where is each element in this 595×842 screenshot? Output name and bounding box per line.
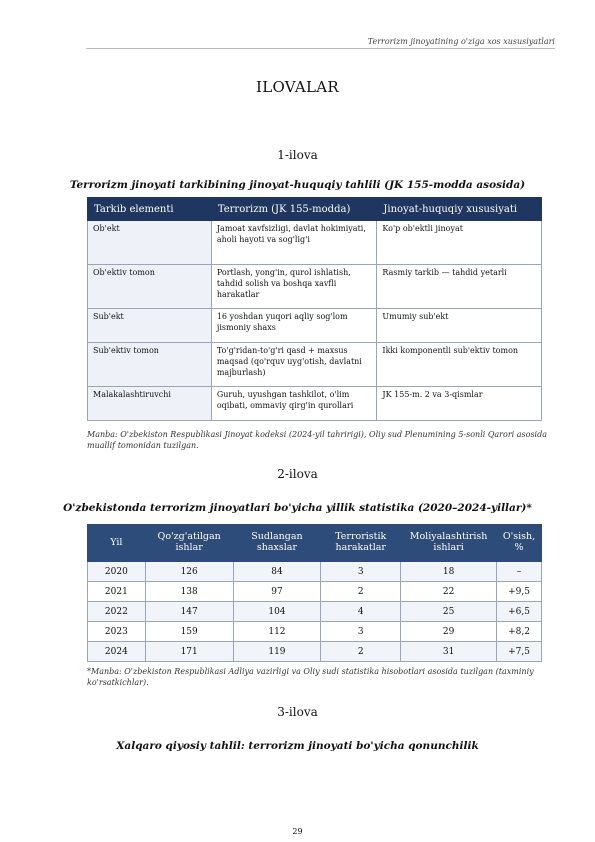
table-row (88, 622, 542, 642)
table-row (88, 642, 542, 662)
table-cell: 25 (401, 602, 497, 622)
table-cell: 3 (321, 562, 401, 582)
table-cell: 2 (321, 582, 401, 602)
table-row (88, 582, 542, 602)
table-cell: 126 (145, 562, 233, 582)
appendix-2-source-note: *Manba: O'zbekiston Respublikasi Adliya vazirligi va Oliy sudi statistika hisobotlari asosida tuzilgan (taxminiy ko'rsatkichlar). (87, 667, 534, 687)
table-cell: Rasmiy tarkib — tahdid yetarli (377, 265, 542, 309)
table-row (88, 309, 542, 343)
appendix-3-caption: Xalqaro qiyosiy tahlil: terrorizm jinoyati bo'yicha qonunchilik (116, 740, 479, 752)
table-row (88, 221, 542, 265)
table-row (88, 343, 542, 387)
page-number: 29 (292, 827, 303, 836)
annual-statistics-table (87, 524, 542, 662)
table-row (88, 265, 542, 309)
table-cell: Sub'ekt (88, 309, 212, 343)
column-header: Terroristik harakatlar (321, 525, 401, 562)
table-cell: Ko'p ob'ektli jinoyat (377, 221, 542, 265)
section-title: ILOVALAR (255, 78, 340, 96)
column-header: Qo'zg'atilgan ishlar (145, 525, 233, 562)
table-cell: 119 (233, 642, 321, 662)
table-cell: +9,5 (497, 582, 542, 602)
table-row (88, 602, 542, 622)
table-cell: 97 (233, 582, 321, 602)
table-cell: 2 (321, 642, 401, 662)
table-row (88, 562, 542, 582)
composition-analysis-table (87, 197, 542, 421)
table-cell: 31 (401, 642, 497, 662)
table-cell: Sub'ektiv tomon (88, 343, 212, 387)
table-cell: JK 155-m. 2 va 3-qismlar (377, 387, 542, 421)
table-cell: 2020 (88, 562, 146, 582)
table-cell: Ikki komponentli sub'ektiv tomon (377, 343, 542, 387)
table-cell: Umumiy sub'ekt (377, 309, 542, 343)
column-header: Yil (88, 525, 146, 562)
table-cell: 4 (321, 602, 401, 622)
table-cell: +6,5 (497, 602, 542, 622)
column-header: Moliyalashtirish ishlari (401, 525, 497, 562)
table-cell: 159 (145, 622, 233, 642)
running-header: Terrorizm jinoyatining o'ziga xos xususiyatlari (367, 37, 555, 46)
table-cell: 147 (145, 602, 233, 622)
column-header: Terrorizm (JK 155-modda) (211, 198, 377, 221)
table-cell: 18 (401, 562, 497, 582)
table-cell: 16 yoshdan yuqori aqliy sog'lom jismoniy shaxs (211, 309, 377, 343)
appendix-1-label: 1-ilova (277, 148, 318, 162)
table-cell: 2022 (88, 602, 146, 622)
column-header: Jinoyat-huquqiy xususiyati (377, 198, 542, 221)
table-header-row (88, 198, 542, 221)
table-cell: +8,2 (497, 622, 542, 642)
table-cell: 22 (401, 582, 497, 602)
table-cell: 104 (233, 602, 321, 622)
column-header: Tarkib elementi (88, 198, 212, 221)
table-cell: 3 (321, 622, 401, 642)
appendix-3-label: 3-ilova (277, 705, 318, 719)
table-cell: Ob'ekt (88, 221, 212, 265)
appendix-1-source-note: Manba: O'zbekiston Respublikasi Jinoyat kodeksi (2024-yil tahririgi), Oliy sud Plenumining 5-sonli Qarori asosida muallif tomonidan tuzilgan. (87, 430, 547, 450)
table-header-row (88, 525, 542, 562)
table-cell: Guruh, uyushgan tashkilot, o'lim oqibati, ommaviy qirg'in qurollari (211, 387, 377, 421)
table-cell: 138 (145, 582, 233, 602)
appendix-2-caption: O'zbekistonda terrorizm jinoyatlari bo'yicha yillik statistika (2020–2024-yillar)* (63, 502, 532, 514)
appendix-2-label: 2-ilova (277, 467, 318, 481)
table-cell: Portlash, yong'in, qurol ishlatish, tahdid solish va boshqa xavfli harakatlar (211, 265, 377, 309)
table-cell: 2021 (88, 582, 146, 602)
table-cell: 2023 (88, 622, 146, 642)
table-cell: Malakalashtiruvchi (88, 387, 212, 421)
table-cell: 112 (233, 622, 321, 642)
table-cell: Jamoat xavfsizligi, davlat hokimiyati, aholi hayoti va sog'lig'i (211, 221, 377, 265)
table-cell: 29 (401, 622, 497, 642)
table-row (88, 387, 542, 421)
column-header: O'sish, % (497, 525, 542, 562)
table-cell: 84 (233, 562, 321, 582)
appendix-1-caption: Terrorizm jinoyati tarkibining jinoyat-huquqiy tahlili (JK 155-modda asosida) (69, 179, 526, 191)
table-cell: Ob'ektiv tomon (88, 265, 212, 309)
table-cell: 2024 (88, 642, 146, 662)
table-cell: – (497, 562, 542, 582)
header-rule (86, 48, 555, 49)
table-cell: To'g'ridan-to'g'ri qasd + maxsus maqsad (qo'rquv uyg'otish, davlatni majburlash) (211, 343, 377, 387)
table-cell: 171 (145, 642, 233, 662)
column-header: Sudlangan shaxslar (233, 525, 321, 562)
table-cell: +7,5 (497, 642, 542, 662)
